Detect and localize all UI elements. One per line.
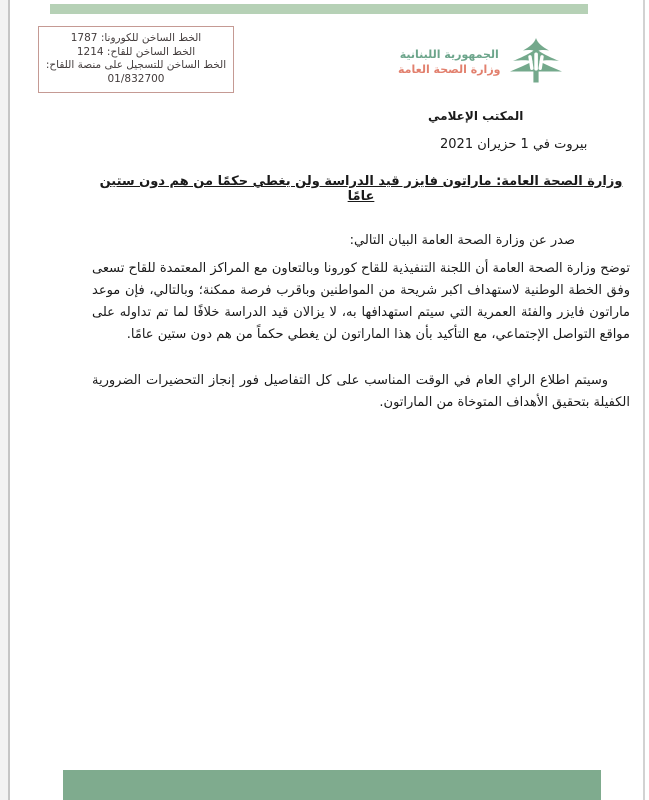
page-left-edge <box>8 0 10 800</box>
logo-ministry-label: وزارة الصحة العامة <box>398 63 501 76</box>
hotline-platform-label: الخط الساخن للتسجيل على منصة اللقاح: <box>45 59 227 71</box>
page-right-edge <box>643 0 645 800</box>
hotline-corona: الخط الساخن للكورونا: 1787 <box>70 32 202 44</box>
press-release-title: وزارة الصحة العامة: ماراتون فايزر قيد الدراسة ولن يغطي حكمًا من هم دون ستين عامًا <box>99 174 623 204</box>
header-green-bar <box>50 4 588 14</box>
statement-paragraph-1: توضح وزارة الصحة العامة أن اللجنة التنفيذية للقاح كورونا وبالتعاون مع المراكز المعتمدة للقاح تسعى وفق الخطة الوطنية لاستهداف اكبر شريحة من المواطنين وباقرب فرصة ممكنة؛ وبالتالي، فإن موعد ماراتون فايزر والفئة العمرية التي سيتم استهدافها به، لا يزالان قيد الدراسة خلافًا لما تم تداوله على مواقع التواصل الإجتماعي، مع التأكيد بأن هذا الماراتون لن يغطي حكماً من هم دون ستين عامًا. <box>92 261 630 342</box>
ministry-logo-text <box>398 47 501 77</box>
hotline-vaccine: الخط الساخن للقاح: 1214 <box>76 45 196 58</box>
logo-republic-label: الجمهورية اللبنانية <box>399 48 499 61</box>
statement-paragraph-2: وسيتم اطلاع الراي العام في الوقت المناسب على كل التفاصيل فور إنجاز التحضيرات الضرورية الكفيلة بتحقيق الأهداف المتوخاة من الماراتون. <box>92 373 630 410</box>
ministry-logo <box>398 36 564 88</box>
footer-green-bar <box>63 770 601 800</box>
hotline-platform-number: 01/832700 <box>107 72 165 85</box>
photo-left-margin <box>0 0 8 800</box>
dateline: بيروت في 1 حزيران 2021 <box>440 137 588 152</box>
statement-lead-line: صدر عن وزارة الصحة العامة البيان التالي: <box>349 233 575 248</box>
cedar-tree-icon <box>508 36 564 88</box>
media-office-label: المكتب الإعلامي <box>428 109 524 123</box>
hotline-box <box>38 26 234 93</box>
